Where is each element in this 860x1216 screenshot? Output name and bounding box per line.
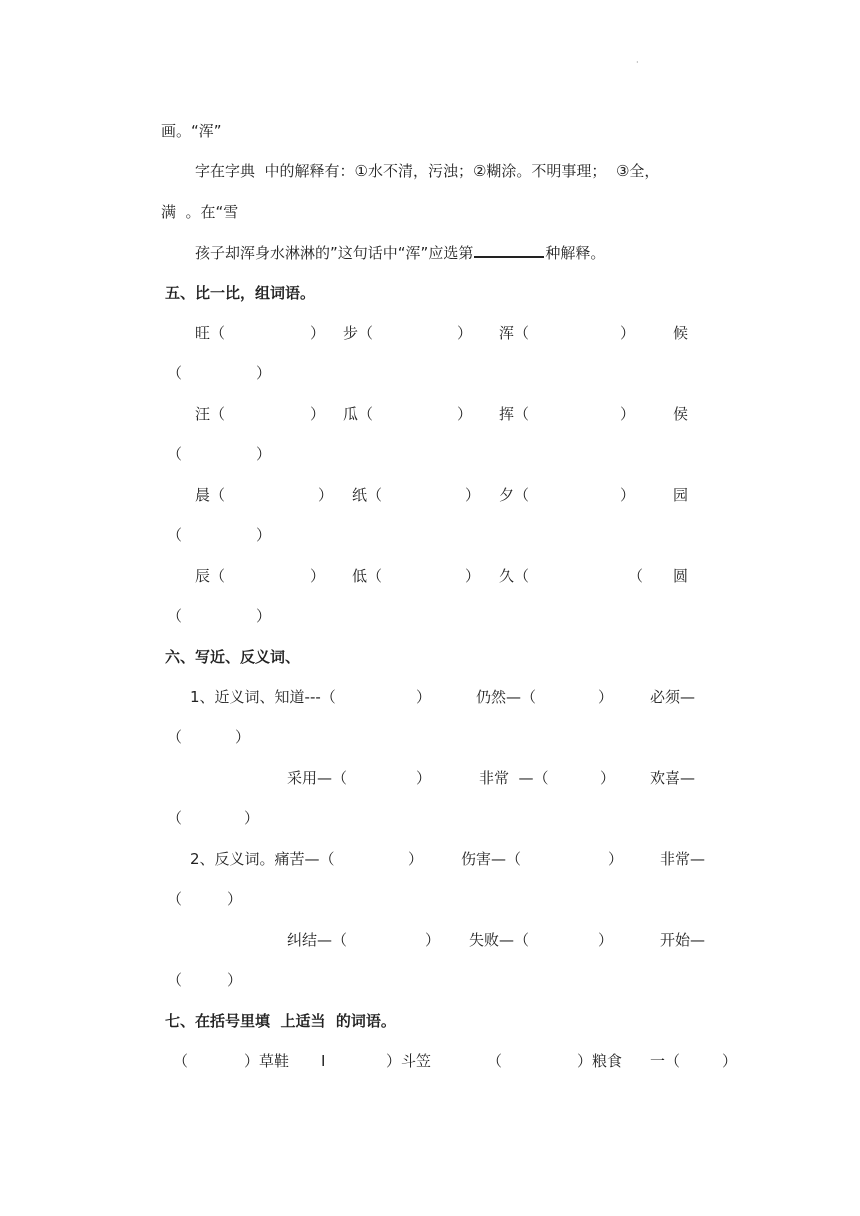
antonym-item: 2、反义词。痛苦—（: [190, 850, 335, 868]
paragraph-line: 满 。在“雪: [161, 203, 239, 221]
word-char: 园: [673, 486, 689, 504]
bracket: ）: [457, 324, 473, 342]
bracket: （: [167, 445, 183, 463]
bracket: ）: [256, 364, 272, 382]
fill-item: 一（: [650, 1052, 681, 1070]
word-char: 久（: [499, 567, 530, 585]
bracket: ）: [256, 445, 272, 463]
fill-item: ）粮食: [577, 1052, 623, 1070]
bracket: ）: [465, 567, 481, 585]
synonym-item: 欢喜—: [650, 769, 696, 787]
question-text: 孩子却浑身水淋淋的”这句话中“浑”应选第: [195, 244, 474, 262]
bracket: ）: [408, 850, 424, 868]
bracket: ）: [457, 405, 473, 423]
bracket: ）: [310, 405, 326, 423]
question-text: 种解释。: [545, 244, 606, 262]
answer-blank[interactable]: [474, 242, 544, 258]
word-char: 辰（: [195, 567, 226, 585]
bracket: ）: [608, 850, 624, 868]
word-char: 浑（: [499, 324, 530, 342]
paragraph-line: 画。“浑”: [161, 122, 222, 140]
word-char: 瓜（: [343, 405, 374, 423]
word-char: 夕（: [499, 486, 530, 504]
bracket: （: [167, 809, 183, 827]
word-char: 低（: [352, 567, 383, 585]
bracket: （: [487, 1052, 503, 1070]
section-heading: 六、写近、反义词、: [165, 648, 301, 666]
bracket: （: [167, 971, 183, 989]
bracket: ）: [227, 971, 243, 989]
bracket: ）: [227, 890, 243, 908]
bracket: ）: [620, 324, 636, 342]
bracket: ）: [600, 769, 616, 787]
synonym-item: 必须—: [650, 688, 696, 706]
header-mark: ·: [636, 58, 639, 67]
word-char: 圆: [673, 567, 689, 585]
bracket: ）: [256, 607, 272, 625]
bracket: ）: [310, 324, 326, 342]
word-char: 挥（: [499, 405, 530, 423]
bracket: ）: [425, 931, 441, 949]
paragraph-line: 字在字典 中的解释有：①水不清，污浊；②糊涂。不明事理； ③全，: [195, 162, 660, 180]
bracket: （: [167, 728, 183, 746]
bracket: ）: [598, 931, 614, 949]
word-char: 晨（: [195, 486, 226, 504]
bracket: （: [167, 526, 183, 544]
bracket: （: [173, 1052, 189, 1070]
antonym-item: 纠结—（: [287, 931, 348, 949]
bracket: ）: [310, 567, 326, 585]
bracket: ）: [416, 769, 432, 787]
antonym-item: 开始—: [660, 931, 706, 949]
bracket: ）: [620, 405, 636, 423]
antonym-item: 伤害—（: [461, 850, 522, 868]
word-char: 汪（: [195, 405, 226, 423]
bracket: ）: [598, 688, 614, 706]
bracket: ）: [318, 486, 334, 504]
synonym-item: 仍然—（: [476, 688, 537, 706]
word-char: 步（: [343, 324, 374, 342]
paragraph-line: [195, 242, 605, 263]
bracket: （: [628, 567, 644, 585]
bracket: ）: [416, 688, 432, 706]
word-char: 旺（: [195, 324, 226, 342]
bracket: （: [167, 890, 183, 908]
bracket: （: [167, 607, 183, 625]
bracket: ）: [235, 728, 251, 746]
bracket: ）: [256, 526, 272, 544]
synonym-item: 采用—（: [287, 769, 348, 787]
bracket: ）: [244, 809, 260, 827]
section-heading: 五、比一比，组词语。: [165, 284, 316, 302]
fill-item: ）草鞋: [244, 1052, 290, 1070]
synonym-item: 非常 —（: [479, 769, 549, 787]
section-heading: 七、在括号里填 上适当 的词语。: [165, 1012, 396, 1030]
antonym-item: 失败—（: [469, 931, 530, 949]
bracket: ）: [722, 1052, 738, 1070]
synonym-item: 1、近义词、知道---（: [190, 688, 336, 706]
bracket: ）: [620, 486, 636, 504]
antonym-item: 非常—: [660, 850, 706, 868]
word-char: 纸（: [352, 486, 383, 504]
bracket-mark: I: [321, 1052, 326, 1070]
bracket: （: [167, 364, 183, 382]
word-char: 候: [673, 324, 689, 342]
bracket: ）: [465, 486, 481, 504]
fill-item: ）斗笠: [386, 1052, 432, 1070]
word-char: 侯: [673, 405, 689, 423]
